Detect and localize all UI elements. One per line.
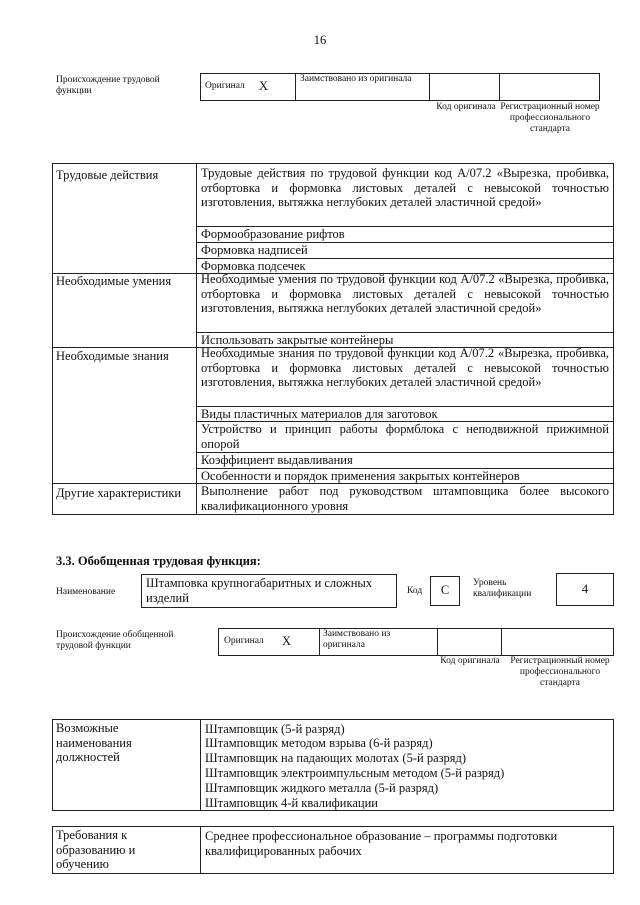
code-original-caption: Код оригинала [440, 656, 500, 666]
actions-item: Формовка надписей [201, 243, 308, 257]
education-label: Требования к образованию и обучению [56, 828, 136, 872]
positions-label: Возможные наименования должностей [56, 721, 132, 765]
position-item: Штамповщик методом взрыва (6-й разряд) [205, 736, 433, 750]
reg-number-caption: Регистрационный номер профессионального стандарта [500, 102, 600, 134]
knowledge-item: Устройство и принцип работы формблока с неподвижной прижимной опорой [201, 422, 609, 451]
section-heading: 3.3. Обобщенная трудовая функция: [56, 554, 261, 568]
knowledge-item: Необходимые знания по трудовой функции код А/07.2 «Вырезка, пробивка, отбортовка и формовка листовых деталей с невысокой точностью изготовления, вытяжка неглубоких деталей эластичной средой» [201, 346, 609, 390]
original-label: Оригинал [224, 636, 264, 646]
reg-number-caption: Регистрационный номер профессионального стандарта [510, 656, 610, 688]
level-label: Уровень квалификации [473, 578, 532, 599]
origin-generalized-label: Происхождение обобщенной трудовой функции [56, 630, 174, 651]
code-label: Код [407, 586, 423, 596]
borrowed-label: Заимствовано из оригинала [300, 74, 412, 84]
other-label: Другие характеристики [56, 486, 182, 500]
position-item: Штамповщик электроимпульсным методом (5-й разряд) [205, 766, 505, 780]
knowledge-item: Особенности и порядок применения закрытых контейнеров [201, 469, 520, 483]
page-number: 16 [313, 33, 327, 47]
original-label: Оригинал [205, 81, 245, 91]
code-value: С [440, 583, 450, 597]
actions-item: Формообразование рифтов [201, 227, 345, 241]
skills-item: Использовать закрытые контейнеры [201, 333, 394, 347]
knowledge-label: Необходимые знания [56, 349, 169, 363]
education-value: Среднее профессиональное образование – программы подготовки квалифицированных рабочих [205, 829, 558, 858]
other-value: Выполнение работ под руководством штамповщика более высокого квалификационного уровня [201, 484, 609, 513]
skills-item: Необходимые умения по трудовой функции код А/07.2 «Вырезка, пробивка, отбортовка и формовка листовых деталей с невысокой точностью изготовления, вытяжка неглубоких деталей эластичной средой» [201, 272, 609, 316]
code-original-caption: Код оригинала [436, 102, 496, 112]
knowledge-item: Коэффициент выдавливания [201, 453, 353, 467]
actions-item: Трудовые действия по трудовой функции код А/07.2 «Вырезка, пробивка, отбортовка и формовка листовых деталей с невысокой точностью изготовления, вытяжка неглубоких деталей эластичной средой» [201, 166, 609, 210]
original-mark: X [282, 634, 292, 648]
position-item: Штамповщик 4-й квалификации [205, 796, 378, 810]
origin-label: Происхождение трудовой функции [56, 75, 160, 96]
position-item: Штамповщик жидкого металла (5-й разряд) [205, 781, 439, 795]
name-label: Наименование [56, 587, 116, 597]
actions-item: Формовка подсечек [201, 259, 306, 273]
name-value: Штамповка крупногабаритных и сложных изделий [146, 576, 373, 605]
knowledge-item: Виды пластичных материалов для заготовок [201, 407, 438, 421]
original-mark: X [259, 79, 269, 93]
actions-label: Трудовые действия [56, 168, 159, 182]
position-item: Штамповщик на падающих молотах (5-й разряд) [205, 751, 467, 765]
position-item: Штамповщик (5-й разряд) [205, 722, 345, 736]
level-value: 4 [581, 582, 589, 596]
skills-label: Необходимые умения [56, 274, 172, 288]
borrowed-label: Заимствовано из оригинала [323, 629, 391, 650]
